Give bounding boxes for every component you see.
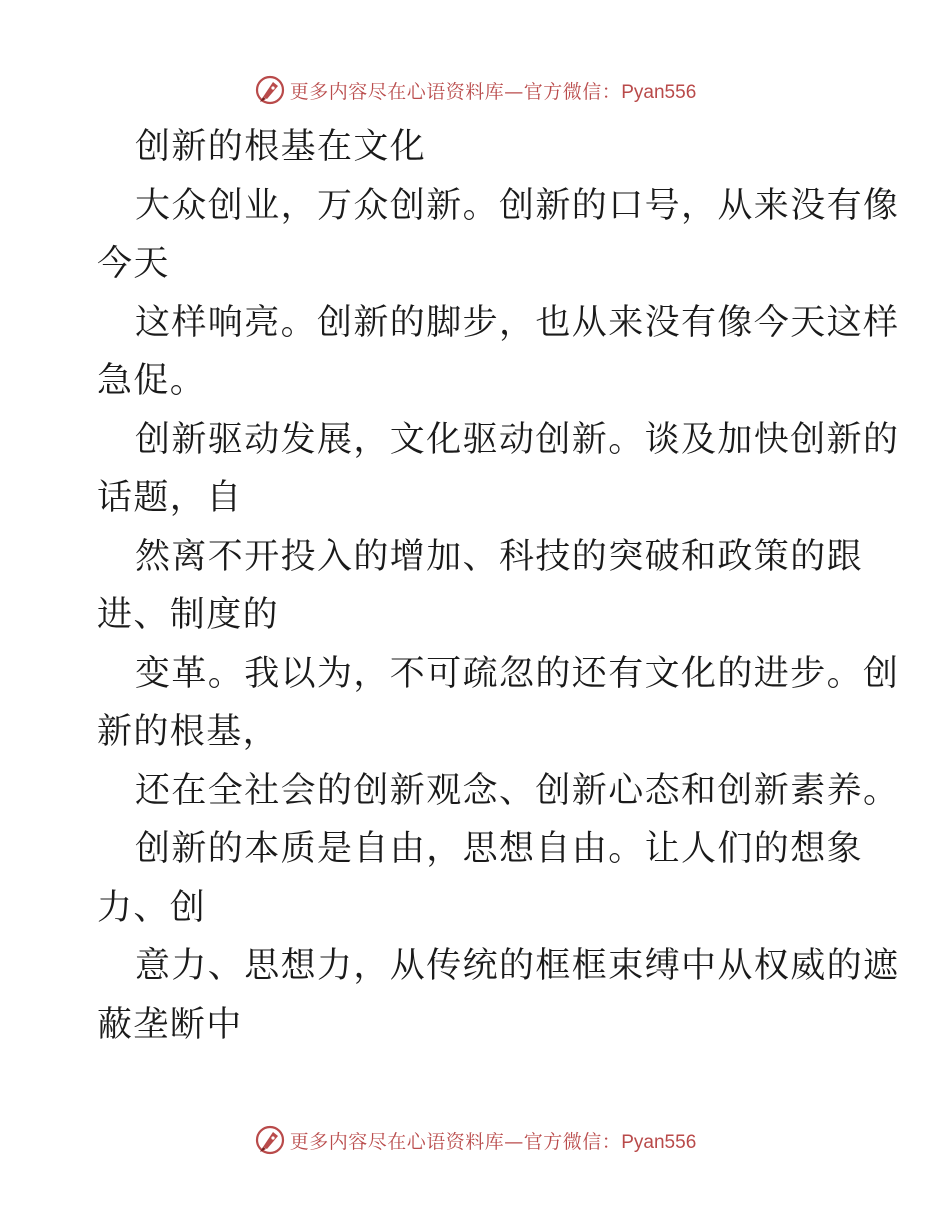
banner-wechat-id: Pyan556 xyxy=(621,1131,697,1153)
pen-logo-icon xyxy=(254,74,286,106)
banner-text: 更多内容尽在心语资料库—官方微信： xyxy=(289,1130,622,1153)
text-line: 今天 xyxy=(97,244,170,284)
text-line: 这样响亮。创新的脚步，也从来没有像今天这样 xyxy=(135,302,900,343)
text-line: 变革。我以为，不可疏忽的还有文化的进步。创 xyxy=(135,653,900,694)
text-line: 力、创 xyxy=(97,887,207,928)
text-line: 创新的本质是自由，思想自由。让人们的想象 xyxy=(135,829,864,869)
text-line: 还在全社会的创新观念、创新心态和创新素养。 xyxy=(135,770,900,811)
document-title: 创新的根基在文化 xyxy=(135,127,427,167)
banner-wechat-id: Pyan556 xyxy=(621,81,697,103)
text-line: 急促。 xyxy=(97,361,207,401)
text-line: 新的根基， xyxy=(97,712,280,752)
text-line: 大众创业，万众创新。创新的口号，从来没有像 xyxy=(135,185,900,226)
document-body xyxy=(97,118,900,1054)
text-line: 意力、思想力，从传统的框框束缚中从权威的遮 xyxy=(135,946,900,986)
text-line: 创新驱动发展，文化驱动创新。谈及加快创新的 xyxy=(135,419,900,460)
header-banner xyxy=(0,70,950,110)
banner-text: 更多内容尽在心语资料库—官方微信： xyxy=(289,80,622,103)
text-line: 然离不开投入的增加、科技的突破和政策的跟 xyxy=(135,536,864,577)
footer-banner xyxy=(0,1120,950,1160)
text-line: 蔽垄断中 xyxy=(97,1004,243,1045)
text-line: 进、制度的 xyxy=(97,595,280,635)
text-line: 话题，自 xyxy=(97,478,243,518)
pen-logo-icon xyxy=(254,1124,286,1156)
